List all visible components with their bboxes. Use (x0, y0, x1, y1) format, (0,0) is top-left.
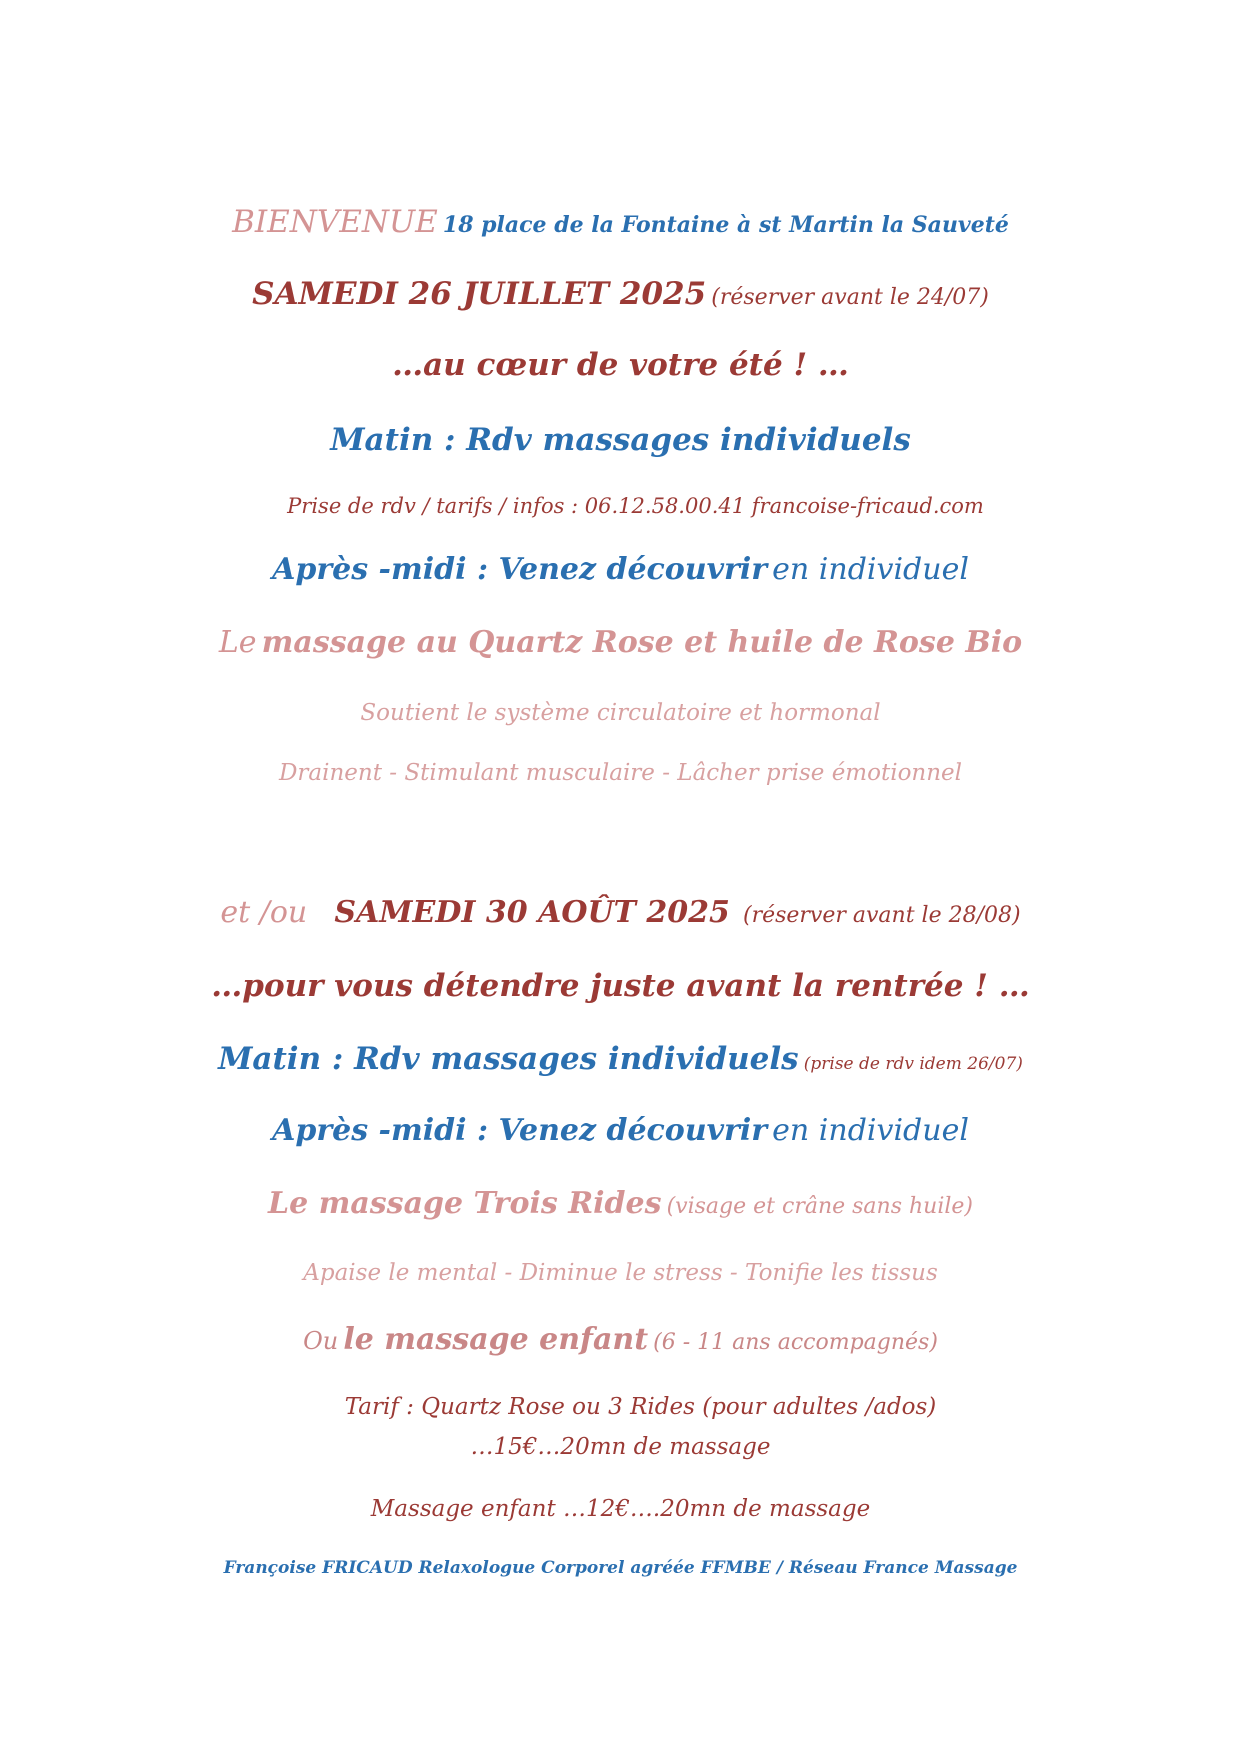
child-note: (6 - 11 ans accompagnés) (653, 1330, 938, 1355)
massage-trois-rides: Le massage Trois Rides (267, 1186, 662, 1221)
pricing-adult-1: Tarif : Quartz Rose ou 3 Rides (pour adultes /ados) (344, 1394, 937, 1420)
massage-prefix: Le (218, 625, 257, 660)
event2-morning-line (0, 1041, 1241, 1077)
afternoon-rest-2: en individuel (772, 1113, 969, 1148)
event2-tagline: …pour vous détendre juste avant la rentrée ! … (211, 968, 1030, 1004)
event1-benefit-2: Drainent - Stimulant musculaire - Lâcher prise émotionnel (278, 760, 963, 786)
welcome-line (0, 204, 1241, 240)
child-massage: le massage enfant (343, 1322, 649, 1357)
massage-name: massage au Quartz Rose et huile de Rose Bio (261, 625, 1023, 660)
afternoon-rest: en individuel (772, 552, 969, 587)
event1-contact: Prise de rdv / tarifs / infos : 06.12.58.00.41 francoise-fricaud.com (287, 494, 984, 518)
event1-date: SAMEDI 26 JUILLET 2025 (252, 276, 707, 312)
event1-morning: Matin : Rdv massages individuels (330, 422, 911, 458)
event2-morning-note: (prise de rdv idem 26/07) (803, 1054, 1023, 1074)
event2-deadline: (réserver avant le 28/08) (742, 903, 1021, 928)
event2-benefits: Apaise le mental - Diminue le stress - Tonifie les tissus (303, 1260, 938, 1286)
massage-trois-rides-note: (visage et crâne sans huile) (666, 1194, 974, 1219)
event2-afternoon (0, 1113, 1241, 1148)
event1-afternoon (0, 552, 1241, 587)
date-line-2 (0, 895, 1241, 930)
afternoon-bold-2: Après -midi : Venez découvrir (272, 1113, 768, 1148)
event2-morning: Matin : Rdv massages individuels (218, 1041, 799, 1077)
event1-deadline: (réserver avant le 24/07) (711, 285, 989, 310)
event2-date: SAMEDI 30 AOÛT 2025 (334, 895, 730, 930)
pricing-child: Massage enfant …12€….20mn de massage (370, 1496, 871, 1522)
pricing-adult-2: …15€…20mn de massage (470, 1434, 771, 1460)
date-line-1 (0, 276, 1241, 312)
welcome-title: BIENVENUE (232, 204, 438, 240)
child-prefix: Ou (303, 1327, 339, 1355)
event2-prefix: et /ou (220, 895, 308, 930)
address: 18 place de la Fontaine à st Martin la Sauveté (442, 212, 1009, 238)
afternoon-bold: Après -midi : Venez découvrir (272, 552, 768, 587)
footer-credit: Françoise FRICAUD Relaxologue Corporel agréée FFMBE / Réseau France Massage (223, 1558, 1018, 1578)
child-massage-line (0, 1322, 1241, 1357)
event1-massage (0, 625, 1241, 660)
event2-massage (0, 1186, 1241, 1221)
event1-tagline: …au cœur de votre été ! … (392, 347, 849, 383)
event1-benefit-1: Soutient le système circulatoire et hormonal (360, 700, 881, 726)
